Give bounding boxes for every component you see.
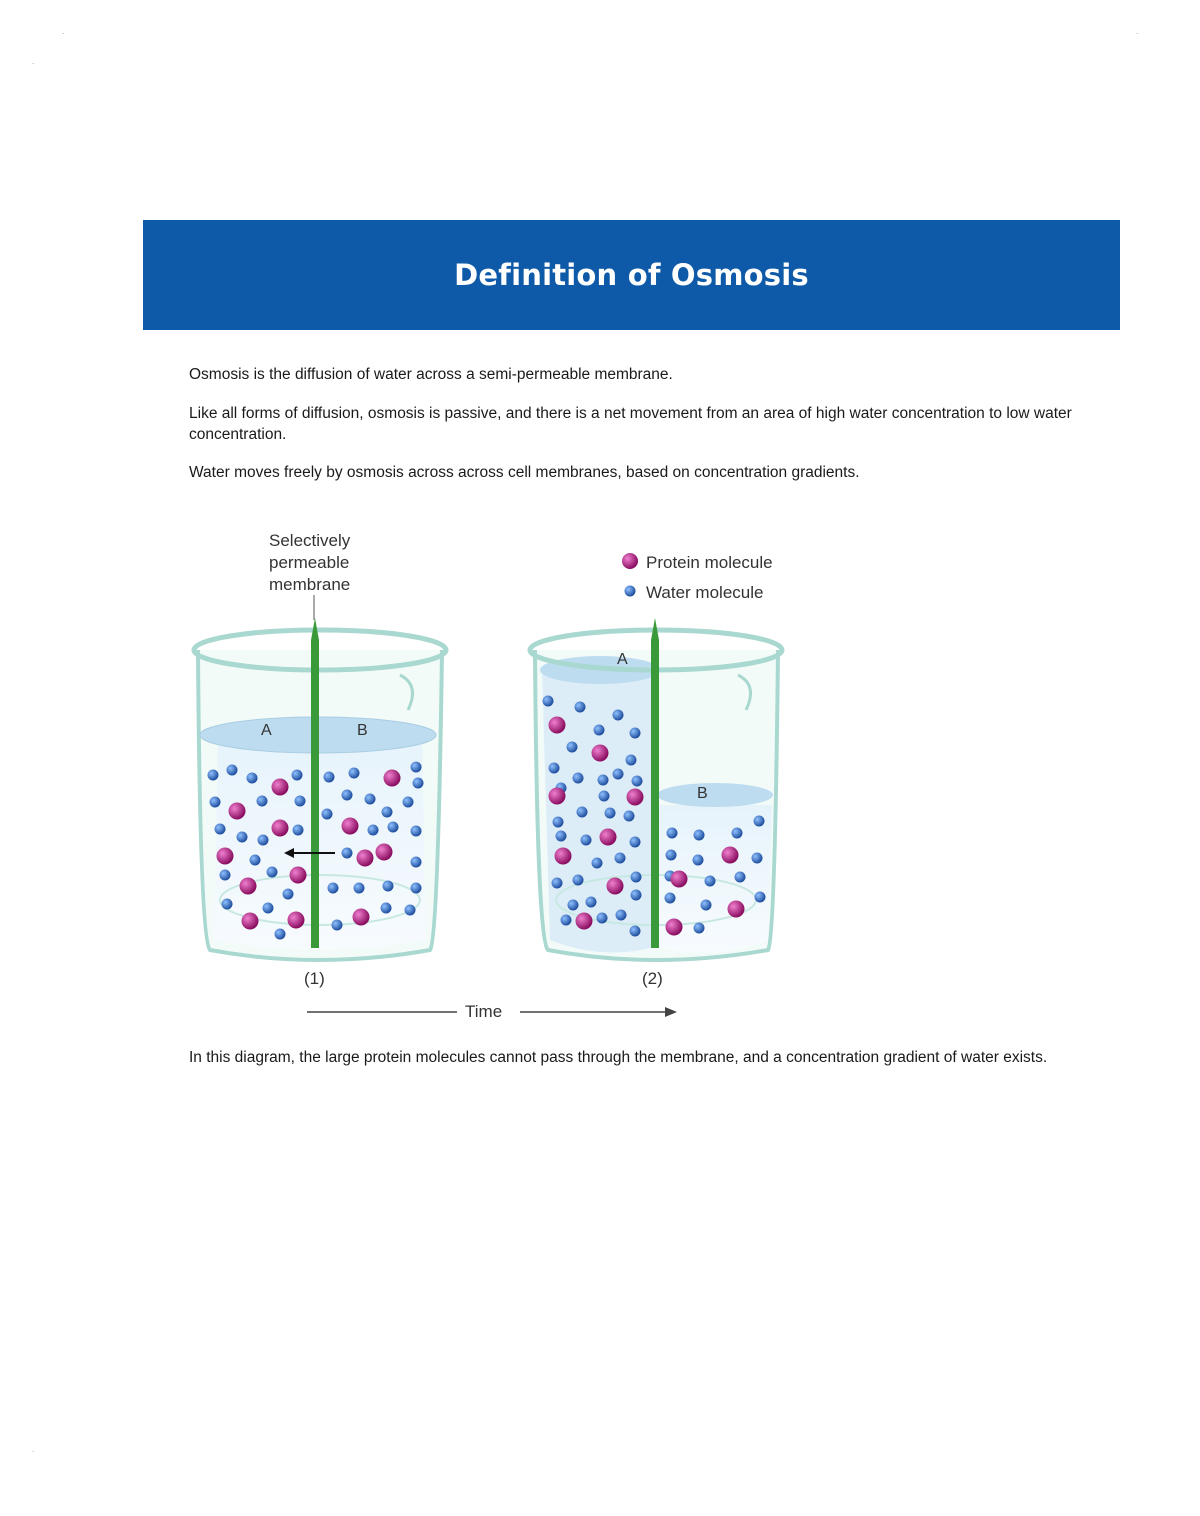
water-molecule bbox=[411, 826, 422, 837]
water-molecule bbox=[263, 903, 274, 914]
protein-molecule bbox=[592, 745, 609, 762]
paragraph-passive: Like all forms of diffusion, osmosis is passive, and there is a net movement from an area of high water concentration to low water concentration. bbox=[189, 405, 1072, 443]
protein-molecule bbox=[576, 913, 593, 930]
water-molecule bbox=[354, 883, 365, 894]
water-molecule bbox=[411, 857, 422, 868]
water-molecule bbox=[754, 816, 765, 827]
water-molecule bbox=[275, 929, 286, 940]
water-molecule bbox=[615, 853, 626, 864]
water-molecule bbox=[257, 796, 268, 807]
water-molecule bbox=[388, 822, 399, 833]
water-molecule bbox=[694, 830, 705, 841]
water-molecule bbox=[295, 796, 306, 807]
water-molecule bbox=[666, 850, 677, 861]
protein-molecule bbox=[353, 909, 370, 926]
water-molecule bbox=[624, 811, 635, 822]
stage-2-label: (2) bbox=[642, 969, 663, 988]
water-molecule bbox=[693, 855, 704, 866]
water-molecule bbox=[599, 791, 610, 802]
water-molecule bbox=[631, 872, 642, 883]
water-molecule bbox=[227, 765, 238, 776]
water-molecule bbox=[250, 855, 261, 866]
water-molecule bbox=[552, 878, 563, 889]
water-molecule bbox=[577, 807, 588, 818]
water-molecule bbox=[413, 778, 424, 789]
water-molecule bbox=[567, 742, 578, 753]
legend-water-label: Water molecule bbox=[646, 583, 764, 602]
water-molecule bbox=[543, 696, 554, 707]
water-molecule bbox=[735, 872, 746, 883]
water-molecule bbox=[405, 905, 416, 916]
water-molecule bbox=[573, 773, 584, 784]
water-molecule bbox=[222, 899, 233, 910]
paragraph-gradients: Water moves freely by osmosis across across cell membranes, based on concentration gradients. bbox=[189, 464, 860, 481]
water-molecule bbox=[381, 903, 392, 914]
water-molecule bbox=[573, 875, 584, 886]
protein-molecule bbox=[728, 901, 745, 918]
page-title: Definition of Osmosis bbox=[454, 258, 809, 292]
membrane-2 bbox=[651, 640, 659, 948]
protein-molecule bbox=[342, 818, 359, 835]
water-molecule bbox=[632, 776, 643, 787]
water-molecule bbox=[694, 923, 705, 934]
protein-molecule bbox=[288, 912, 305, 929]
protein-molecule bbox=[549, 788, 566, 805]
water-molecule bbox=[210, 797, 221, 808]
protein-molecule bbox=[357, 850, 374, 867]
water-molecule bbox=[332, 920, 343, 931]
protein-molecule bbox=[242, 913, 259, 930]
water-molecule bbox=[267, 867, 278, 878]
legend-protein-label: Protein molecule bbox=[646, 553, 773, 572]
water-molecule bbox=[365, 794, 376, 805]
water-molecule bbox=[732, 828, 743, 839]
water-molecule bbox=[215, 824, 226, 835]
protein-molecule bbox=[555, 848, 572, 865]
protein-molecule bbox=[229, 803, 246, 820]
water-molecule bbox=[665, 893, 676, 904]
beaker-2-side-b-label: B bbox=[697, 785, 708, 802]
water-molecule bbox=[220, 870, 231, 881]
water-molecule bbox=[549, 763, 560, 774]
water-molecule bbox=[755, 892, 766, 903]
water-molecule bbox=[293, 825, 304, 836]
water-molecule bbox=[411, 883, 422, 894]
water-molecule bbox=[701, 900, 712, 911]
water-molecule bbox=[597, 913, 608, 924]
water-molecule bbox=[752, 853, 763, 864]
beaker-1-side-a-label: A bbox=[261, 722, 272, 739]
water-molecule bbox=[556, 831, 567, 842]
protein-molecule bbox=[290, 867, 307, 884]
corner-mark: . bbox=[1136, 27, 1139, 36]
water-molecule bbox=[247, 773, 258, 784]
water-molecule bbox=[411, 762, 422, 773]
water-molecule bbox=[613, 710, 624, 721]
water-molecule bbox=[324, 772, 335, 783]
paragraph-definition: Osmosis is the diffusion of water across a semi-permeable membrane. bbox=[189, 366, 673, 383]
water-molecule bbox=[568, 900, 579, 911]
diagram-caption: In this diagram, the large protein molecules cannot pass through the membrane, and a concentration gradient of water exists. bbox=[189, 1049, 1048, 1066]
water-molecule bbox=[598, 775, 609, 786]
water-molecule bbox=[382, 807, 393, 818]
water-molecule bbox=[283, 889, 294, 900]
membrane-label-line-1: Selectively bbox=[269, 531, 351, 550]
corner-mark: . bbox=[32, 1445, 35, 1454]
time-arrow bbox=[665, 1007, 677, 1017]
protein-molecule bbox=[722, 847, 739, 864]
stage-1-label: (1) bbox=[304, 969, 325, 988]
protein-molecule bbox=[671, 871, 688, 888]
beaker-1-side-b-label: B bbox=[357, 722, 368, 739]
membrane-label-line-2: permeable bbox=[269, 553, 350, 572]
osmosis-diagram bbox=[180, 520, 800, 1030]
water-molecule bbox=[258, 835, 269, 846]
protein-molecule bbox=[384, 770, 401, 787]
water-molecule bbox=[403, 797, 414, 808]
water-molecule bbox=[322, 809, 333, 820]
protein-molecule bbox=[666, 919, 683, 936]
protein-molecule bbox=[240, 878, 257, 895]
water-molecule bbox=[630, 926, 641, 937]
water-molecule bbox=[626, 755, 637, 766]
water-molecule bbox=[328, 883, 339, 894]
membrane-1 bbox=[311, 640, 319, 948]
water-molecule bbox=[342, 848, 353, 859]
time-label: Time bbox=[465, 1002, 503, 1021]
water-molecule bbox=[553, 817, 564, 828]
water-molecule bbox=[592, 858, 603, 869]
water-molecule bbox=[631, 890, 642, 901]
protein-molecule bbox=[600, 829, 617, 846]
water-molecule bbox=[705, 876, 716, 887]
water-molecule bbox=[667, 828, 678, 839]
water-molecule bbox=[581, 835, 592, 846]
water-molecule bbox=[575, 702, 586, 713]
water-molecule bbox=[342, 790, 353, 801]
membrane-label-line-3: membrane bbox=[269, 575, 351, 594]
protein-molecule bbox=[217, 848, 234, 865]
water-molecule bbox=[594, 725, 605, 736]
water-molecule bbox=[561, 915, 572, 926]
water-legend-icon bbox=[625, 586, 636, 597]
water-molecule bbox=[292, 770, 303, 781]
corner-mark: . bbox=[32, 57, 35, 66]
protein-molecule bbox=[272, 820, 289, 837]
water-molecule bbox=[237, 832, 248, 843]
water-molecule bbox=[349, 768, 360, 779]
water-molecule bbox=[368, 825, 379, 836]
protein-molecule bbox=[272, 779, 289, 796]
protein-legend-icon bbox=[622, 553, 638, 569]
title-banner bbox=[143, 220, 1120, 330]
corner-mark: . bbox=[62, 27, 65, 36]
beaker-2-side-a-label: A bbox=[617, 651, 628, 668]
protein-molecule bbox=[549, 717, 566, 734]
water-molecule bbox=[605, 808, 616, 819]
water-molecule bbox=[616, 910, 627, 921]
protein-molecule bbox=[627, 789, 644, 806]
water-molecule bbox=[613, 769, 624, 780]
water-molecule bbox=[586, 897, 597, 908]
water-molecule bbox=[630, 837, 641, 848]
water-molecule bbox=[208, 770, 219, 781]
water-molecule bbox=[630, 728, 641, 739]
protein-molecule bbox=[607, 878, 624, 895]
protein-molecule bbox=[376, 844, 393, 861]
water-molecule bbox=[383, 881, 394, 892]
